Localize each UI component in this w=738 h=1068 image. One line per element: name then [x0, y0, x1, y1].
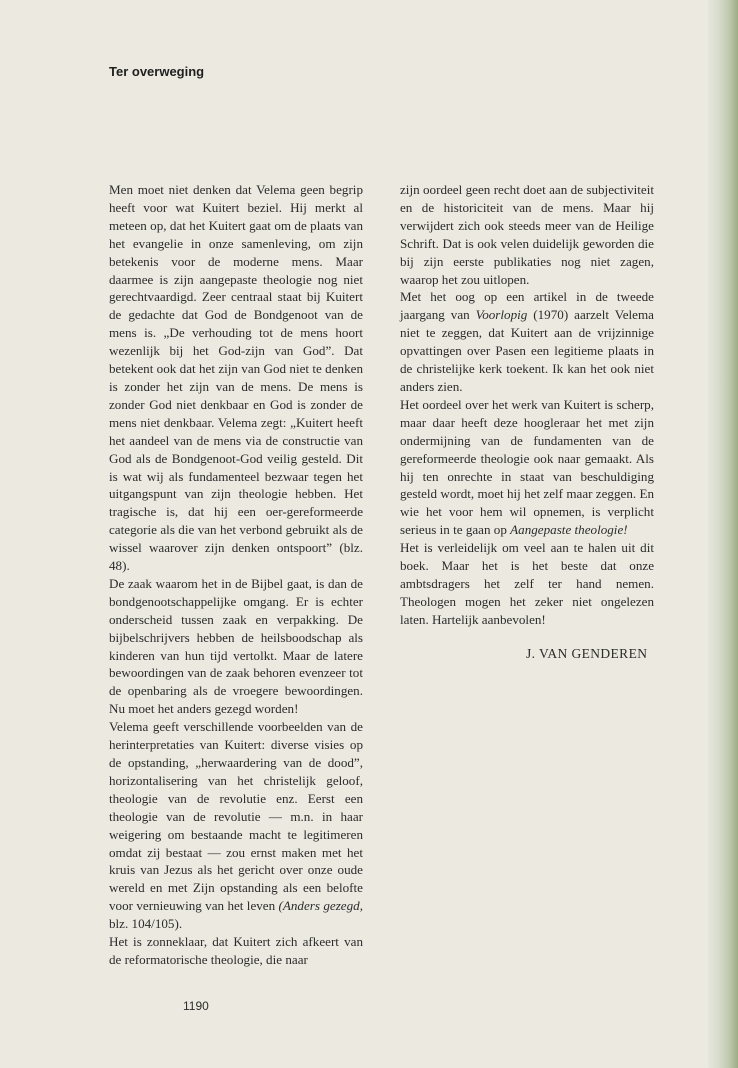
paragraph: Het is zonneklaar, dat Kuitert zich afkeert van de reformatorische theologie, die naar [109, 934, 363, 967]
book-title: Aangepaste theologie! [510, 522, 628, 538]
paragraph: zijn oordeel geen recht doet aan de subjectiviteit en de historiciteit van de mens. Maar hij verwijdert zich ook steeds meer van de Heilige Schrift. Dat is ook velen duidelijk geworden die bij zijn eerste publikaties nog niet zagen, waarop het zou uitlopen. [400, 182, 654, 287]
paragraph: Men moet niet denken dat Velema geen begrip heeft voor wat Kuitert beziel. Hij merkt al meteen op, dat het Kuitert gaat om de plaats van het evangelie in onze samenleving, om zijn betekenis voor de moderne mens. Maar daarmee is zijn aangepaste theologie nog niet gerechtvaardigd. Zeer centraal staat bij Kuitert de gedachte dat God de Bondgenoot van de mens is. „De verhouding tot de mens hoort wezenlijk bij het God-zijn van God”. Dat betekent ook dat het zijn van God niet te denken is zonder het zijn van de mens. De mens is zonder God niet denkbaar en God is zonder de mens niet denkbaar. Velema zegt: „Kuitert heeft het aandeel van de mens via de constructie van God als de Bondgenoot-God veilig gesteld. Dit is wat wij als fundamenteel bezwaar tegen het uitgangspunt van zijn theologie hebben. Het tragische is, dat hij een oer-gereformeerde categorie als die van het verbond gebruikt als de wissel waarover zijn denken ontspoort” (blz. 48). [109, 182, 363, 574]
paragraph [400, 288, 654, 395]
journal-title: Voorlopig [475, 307, 528, 323]
paragraph-text: Velema geeft verschillende voorbeelden van de herinterpretaties van Kuitert: diverse visies op de opstanding, „herwaardering van de dood”, horizontalisering van het christelijk geloof, theologie van de revolutie enz. Eerst een theologie van de revolutie — m.n. in haar weigering om bestaande macht te legitimeren omdat zij bestaat — zou ernst maken met het kruis van Jezus als het gericht over onze oude wereld en met Zijn opstanding als een belofte voor vernieuwing van het leven [109, 719, 363, 914]
paragraph-text: Met het oog op een artikel in de tweede jaargang van [400, 289, 654, 323]
paragraph [109, 718, 363, 933]
book-spine-edge [708, 0, 738, 1068]
paragraph [400, 396, 654, 539]
paragraph-text: (1970) aarzelt Velema niet te zeggen, dat Kuitert aan de vrijzinnige opvattingen over Pasen een legitieme plaats in de christelijke kerk toekent. Ik kan het ook niet anders zien. [400, 307, 654, 394]
paragraph: De zaak waarom het in de Bijbel gaat, is dan de bondgenootschappelijke omgang. Er is echter onderscheid tussen zaak en verpakking. De bijbelschrijvers hebben de heilsboodschap als kinderen van hun tijd vertolkt. Maar de latere bewoordingen van de zaak behoren evenzeer tot de openbaring als de vroegere bewoordingen. Nu moet het anders gezegd worden! [109, 575, 363, 717]
author-signature: J. VAN GENDEREN [526, 646, 648, 661]
section-title: Ter overweging [109, 64, 205, 79]
book-title: (Anders gezegd, [278, 898, 363, 914]
right-column [400, 181, 654, 629]
page-number: 1190 [183, 999, 209, 1013]
paragraph-text: Het oordeel over het werk van Kuitert is scherp, maar daar heeft deze hoogleraar het met zijn ondermijning van de fundamenten van de gereformeerde theologie ook naar gemaakt. Als hij ten onrechte in staat van beschuldiging gesteld wordt, moet hij het zelf maar zeggen. En wie het voor hem wil opnemen, is verplicht serieus in te gaan op [400, 396, 654, 538]
left-column [109, 181, 363, 969]
page-reference: blz. 104/105). [109, 916, 183, 932]
paragraph: Het is verleidelijk om veel aan te halen uit dit boek. Maar het is het beste dat onze ambtsdragers het zelf ter hand nemen. Theologen mogen het zeker niet ongelezen laten. Hartelijk aanbevolen! [400, 540, 654, 627]
